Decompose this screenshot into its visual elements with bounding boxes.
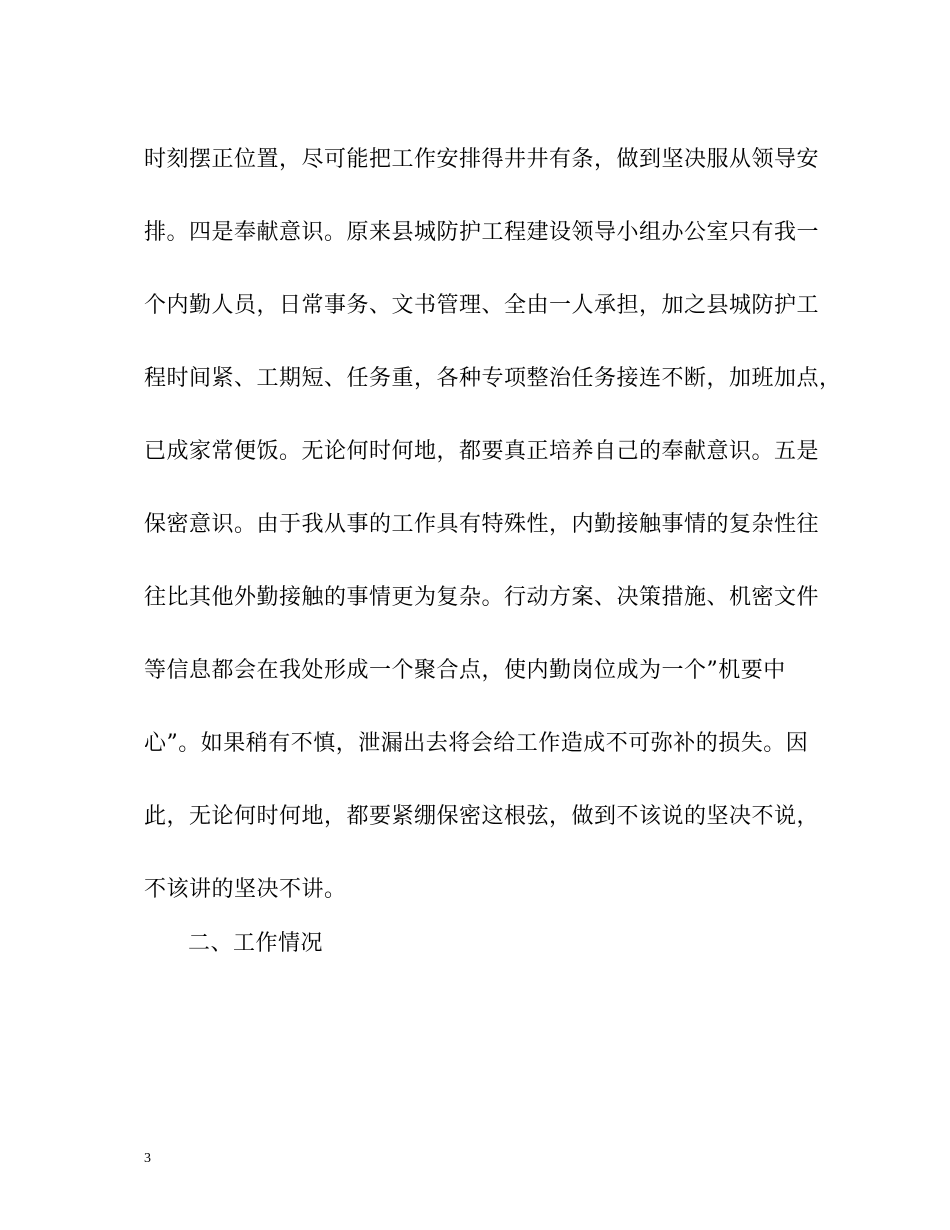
body-line-11: 不该讲的坚决不讲。 [144,877,347,902]
body-line-6: 保密意识。由于我从事的工作具有特殊性，内勤接触事情的复杂性往 [144,512,820,537]
body-line-3: 个内勤人员，日常事务、文书管理、全由一人承担，加之县城防护工 [144,293,820,318]
body-line-5: 已成家常便饭。无论何时何地，都要真正培养自己的奉献意识。五是 [144,439,820,464]
page-number: 3 [144,1151,151,1166]
section-heading: 二、工作情况 [188,931,324,956]
body-line-10: 此，无论何时何地，都要紧绷保密这根弦，做到不该说的坚决不说， [144,804,820,829]
body-line-7: 往比其他外勤接触的事情更为复杂。行动方案、决策措施、机密文件 [144,585,820,610]
body-line-9: 心”。如果稍有不慎，泄漏出去将会给工作造成不可弥补的损失。因 [144,731,809,756]
body-line-4: 程时间紧、工期短、任务重，各种专项整治任务接连不断，加班加点， [144,366,842,391]
body-line-2: 排。四是奉献意识。原来县城防护工程建设领导小组办公室只有我一 [144,220,820,245]
body-line-8: 等信息都会在我处形成一个聚合点，使内勤岗位成为一个”机要中 [144,658,786,683]
body-line-1: 时刻摆正位置，尽可能把工作安排得井井有条，做到坚决服从领导安 [144,147,820,172]
